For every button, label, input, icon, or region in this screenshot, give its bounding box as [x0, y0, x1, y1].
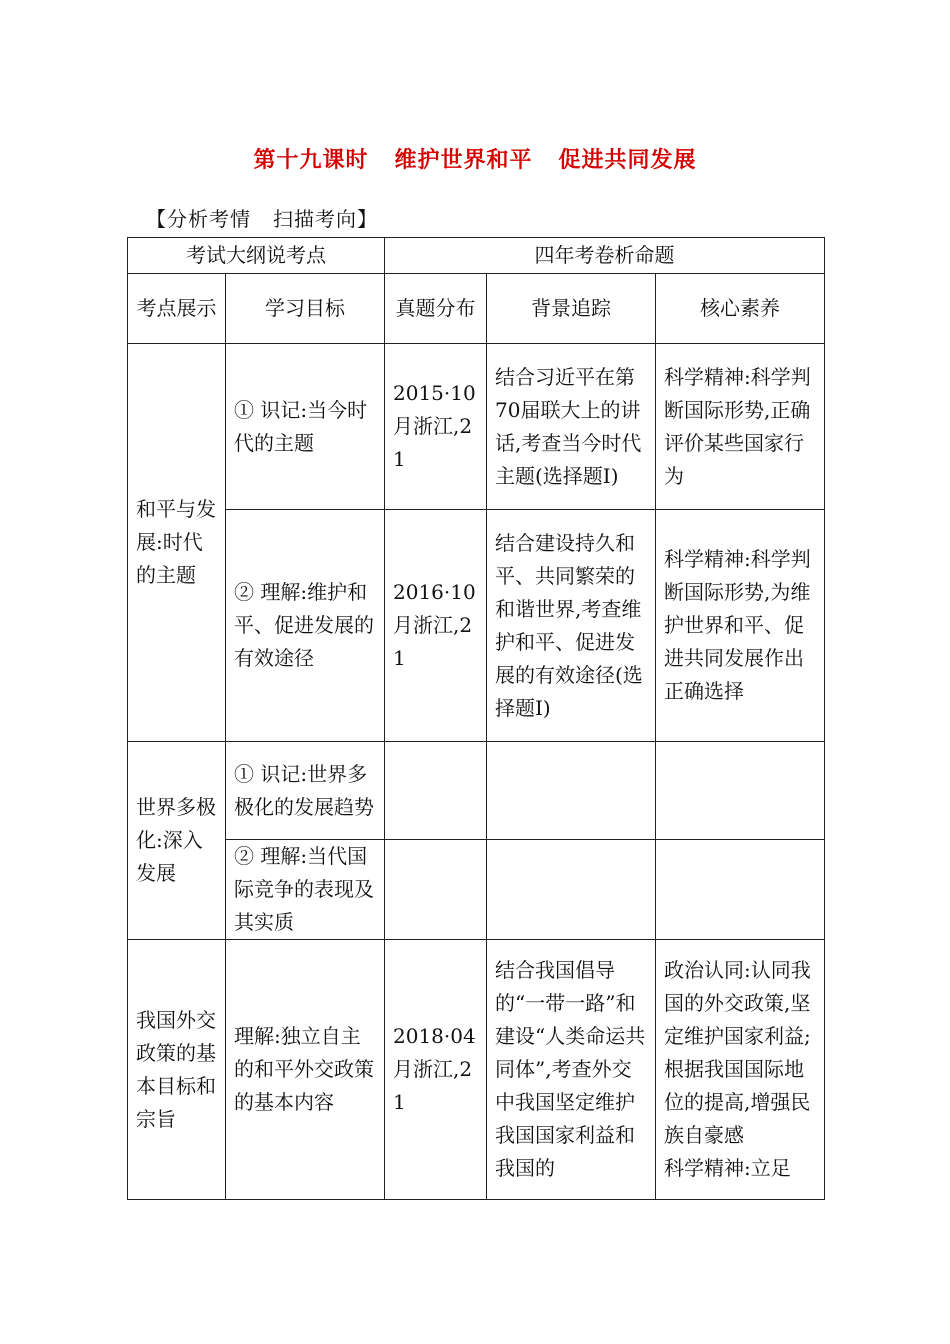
- literacy-cell: 科学精神:科学判断国际形势,为维护世界和平、促进共同发展作出正确选择: [656, 510, 825, 742]
- table-row: [128, 840, 825, 940]
- exam-cell: 2016·10月浙江,21: [385, 510, 487, 742]
- background-cell: 结合习近平在第70届联大上的讲话,考查当今时代主题(选择题Ⅰ): [487, 344, 656, 510]
- header-literacy: 核心素养: [656, 274, 825, 344]
- table-row: [128, 510, 825, 742]
- topic-cell: 我国外交政策的基本目标和宗旨: [128, 940, 226, 1200]
- literacy-cell: [656, 840, 825, 940]
- table-row: [128, 742, 825, 840]
- exam-cell: [385, 742, 487, 840]
- table-row: [128, 344, 825, 510]
- header-syllabus: 考试大纲说考点: [128, 238, 385, 274]
- exam-cell: 2018·04月浙江,21: [385, 940, 487, 1200]
- header-background: 背景追踪: [487, 274, 656, 344]
- topic-cell: 世界多极化:深入发展: [128, 742, 226, 940]
- table-header-row: [128, 274, 825, 344]
- header-goal: 学习目标: [226, 274, 385, 344]
- topic-cell: 和平与发展:时代的主题: [128, 344, 226, 742]
- goal-cell: ① 识记:当今时代的主题: [226, 344, 385, 510]
- title-part-development: 促进共同发展: [558, 148, 697, 173]
- background-cell: [487, 742, 656, 840]
- section-subtitle: [146, 203, 378, 232]
- title-part-peace: 维护世界和平: [394, 148, 533, 173]
- background-cell: 结合我国倡导的“一带一路”和建设“人类命运共同体”,考查外交中我国坚定维护我国国家利益和我国的: [487, 940, 656, 1200]
- goal-cell: ② 理解:维护和平、促进发展的有效途径: [226, 510, 385, 742]
- literacy-cell: 政治认同:认同我国的外交政策,坚定维护国家利益;根据我国国际地位的提高,增强民族自豪感 科学精神:立足: [656, 940, 825, 1200]
- exam-cell: [385, 840, 487, 940]
- header-exam: 真题分布: [385, 274, 487, 344]
- table-row: [128, 940, 825, 1200]
- page-title: [0, 143, 950, 174]
- literacy-cell: [656, 742, 825, 840]
- header-topic: 考点展示: [128, 274, 226, 344]
- subtitle-part-scan: 扫描考向】: [273, 207, 378, 231]
- goal-cell: ① 识记:世界多极化的发展趋势: [226, 742, 385, 840]
- subtitle-part-analysis: 【分析考情: [146, 207, 251, 231]
- header-exam-analysis: 四年考卷析命题: [385, 238, 825, 274]
- goal-cell: 理解:独立自主的和平外交政策的基本内容: [226, 940, 385, 1200]
- literacy-cell: 科学精神:科学判断国际形势,正确评价某些国家行为: [656, 344, 825, 510]
- title-part-lesson: 第十九课时: [253, 148, 369, 173]
- goal-cell: ② 理解:当代国际竞争的表现及其实质: [226, 840, 385, 940]
- table-header-group-row: [128, 238, 825, 274]
- background-cell: [487, 840, 656, 940]
- background-cell: 结合建设持久和平、共同繁荣的和谐世界,考查维护和平、促进发展的有效途径(选择题Ⅰ): [487, 510, 656, 742]
- exam-cell: 2015·10月浙江,21: [385, 344, 487, 510]
- exam-analysis-table: [127, 237, 825, 1200]
